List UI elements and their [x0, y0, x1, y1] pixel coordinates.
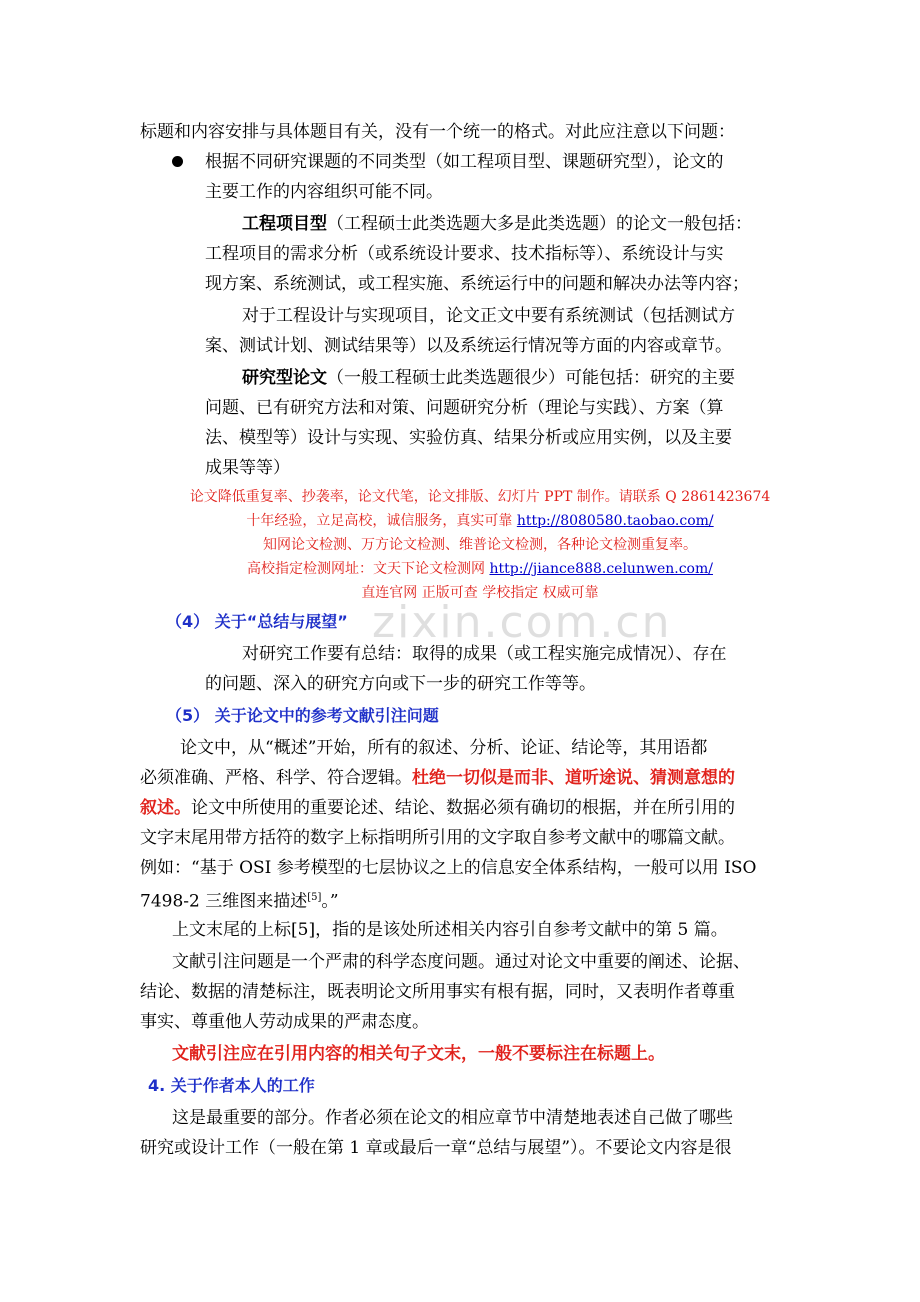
ad-line-3: 知网论文检测、万方论文检测、维普论文检测，各种论文检测重复率。: [263, 537, 697, 553]
research-label: 研究型论文: [242, 368, 327, 388]
section-5-line-3-red: 叙述。: [140, 798, 191, 818]
section-4-line-2: 的问题、深入的研究方向或下一步的研究工作等等。: [205, 674, 596, 694]
section-5-line-4: 文字末尾用带方括符的数字上标指明所引用的文字取自参考文献中的哪篇文献。: [140, 828, 735, 848]
engineering-line-4: 对于工程设计与实现项目，论文正文中要有系统测试（包括测试方: [242, 306, 735, 326]
research-line-2: 问题、已有研究方法和对策、问题研究分析（理论与实践）、方案（算: [205, 398, 724, 418]
research-line-1-rest: （一般工程硕士此类选题很少）可能包括：研究的主要: [327, 368, 735, 388]
ad-line-1: 论文降低重复率、抄袭率，论文代笔，论文排版、幻灯片 PPT 制作。请联系 Q 2861423674: [189, 489, 771, 505]
section-5-line-2-a: 必须准确、严格、科学、符合逻辑。: [140, 768, 412, 788]
research-line-4: 成果等等）: [205, 458, 290, 478]
bullet-dot-icon: [172, 156, 183, 167]
bullet-line-1: 根据不同研究课题的不同类型（如工程项目型、课题研究型），论文的: [205, 152, 724, 172]
ad-line-4-text: 高校指定检测网址：文天下论文检测网: [247, 561, 490, 577]
section-5-line-2: [140, 766, 735, 790]
engineering-line-1-rest: （工程硕士此类选题大多是此类选题）的论文一般包括：: [327, 214, 752, 234]
section-5-red-note: 文献引注应在引用内容的相关句子文末，一般不要标注在标题上。: [172, 1044, 665, 1064]
watermark-text: zixin.com.cn: [372, 597, 672, 648]
section-5-heading: （5） 关于论文中的参考文献引注问题: [166, 706, 439, 725]
research-line-3: 法、模型等）设计与实现、实验仿真、结果分析或应用实例，以及主要: [205, 428, 732, 448]
engineering-line-1: [242, 212, 752, 236]
jiance-link[interactable]: http://jiance888.celunwen.com/: [489, 561, 713, 577]
section-5-line-7: 上文末尾的上标[5]，指的是该处所述相关内容引自参考文献中的第 5 篇。: [172, 920, 728, 940]
engineering-label: 工程项目型: [242, 214, 327, 234]
ad-line-2: [130, 510, 830, 532]
ad-line-2-text: 十年经验，立足高校，诚信服务，真实可靠: [246, 513, 517, 529]
engineering-line-2: 工程项目的需求分析（或系统设计要求、技术指标等）、系统设计与实: [205, 244, 724, 264]
section-5-line-6-b: 。”: [321, 891, 339, 912]
ad-line-5: 直连官网 正版可查 学校指定 权威可靠: [361, 585, 599, 601]
section-5-line-9: 结论、数据的清楚标注，既表明论文所用事实有根有据，同时，又表明作者尊重: [140, 982, 735, 1002]
intro-line: 标题和内容安排与具体题目有关，没有一个统一的格式。对此应注意以下问题：: [140, 122, 735, 142]
engineering-line-5: 案、测试计划、测试结果等）以及系统运行情况等方面的内容或章节。: [205, 336, 732, 356]
author-work-heading: 4. 关于作者本人的工作: [148, 1076, 315, 1095]
section-5-line-10: 事实、尊重他人劳动成果的严肃态度。: [140, 1012, 429, 1032]
citation-superscript: [5]: [307, 892, 322, 903]
section-5-line-2-red: 杜绝一切似是而非、道听途说、猜测意想的: [412, 768, 735, 788]
research-line-1: [242, 366, 735, 390]
bullet-line-2: 主要工作的内容组织可能不同。: [205, 182, 443, 202]
section-5-line-1: 论文中，从“概述”开始，所有的叙述、分析、论证、结论等，其用语都: [180, 738, 708, 758]
section-4-heading: （4） 关于“总结与展望”: [166, 612, 348, 631]
taobao-link[interactable]: http://8080580.taobao.com/: [516, 513, 714, 529]
ad-line-4: [130, 558, 830, 580]
author-work-line-1: 这是最重要的部分。作者必须在论文的相应章节中清楚地表述自己做了哪些: [172, 1108, 733, 1128]
section-5-line-6: [140, 886, 339, 914]
section-5-line-8: 文献引注问题是一个严肃的科学态度问题。通过对论文中重要的阐述、论据、: [172, 952, 750, 972]
author-work-line-2: 研究或设计工作（一般在第 1 章或最后一章“总结与展望”）。不要论文内容是很: [140, 1138, 732, 1158]
section-5-line-6-a: 7498-2 三维图来描述: [140, 891, 308, 912]
section-5-line-5: 例如：“基于 OSI 参考模型的七层协议之上的信息安全体系结构，一般可以用 ISO: [140, 858, 757, 878]
engineering-line-3: 现方案、系统测试，或工程实施、系统运行中的问题和解决办法等内容；: [205, 274, 749, 294]
section-4-line-1: 对研究工作要有总结：取得的成果（或工程实施完成情况）、存在: [242, 644, 727, 664]
section-5-line-3-b: 论文中所使用的重要论述、结论、数据必须有确切的根据，并在所引用的: [191, 798, 735, 818]
section-5-line-3: [140, 796, 735, 820]
